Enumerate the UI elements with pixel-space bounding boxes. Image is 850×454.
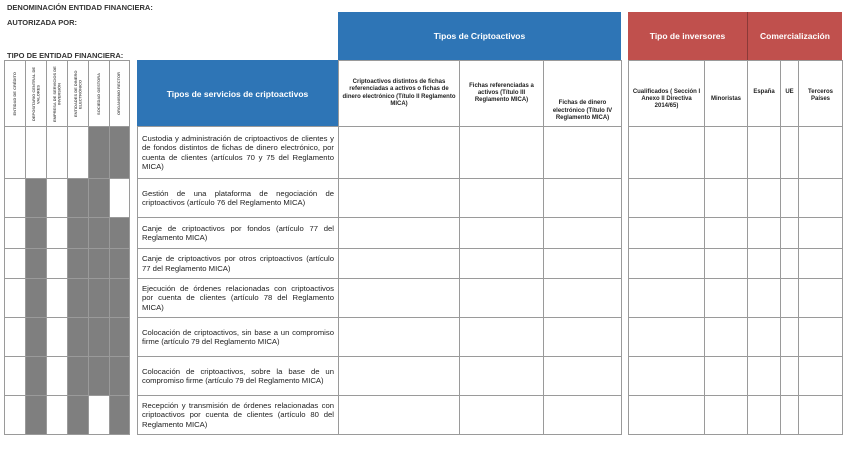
entity-cell-not-applicable (109, 356, 130, 396)
crypto-type-input-cell[interactable] (543, 356, 622, 396)
marketing-input-cell[interactable] (798, 278, 843, 318)
investor-type-column-header: Cualificados ( Sección I Anexo II Directiva 2014/65) (628, 60, 705, 127)
entity-checkbox-cell[interactable] (67, 126, 89, 179)
investor-type-input-cell[interactable] (704, 217, 748, 249)
marketing-input-cell[interactable] (780, 248, 799, 279)
entity-checkbox-cell[interactable] (46, 248, 68, 279)
investor-types-header: Tipo de inversores (628, 12, 747, 60)
entity-type-header (4, 60, 26, 127)
investor-type-input-cell[interactable] (628, 278, 705, 318)
entity-cell-not-applicable (67, 395, 89, 435)
crypto-type-input-cell[interactable] (543, 278, 622, 318)
entity-cell-not-applicable (25, 278, 47, 318)
entity-type-label: ORGANISMO RECTOR (116, 71, 122, 116)
entity-cell-not-applicable (67, 317, 89, 357)
marketing-input-cell[interactable] (798, 178, 843, 218)
crypto-type-input-cell[interactable] (338, 356, 460, 396)
entity-type-label: DEPOSITARIO CENTRAL DE VALORES (30, 66, 40, 121)
entity-checkbox-cell[interactable] (46, 356, 68, 396)
autorizada-label: AUTORIZADA POR: (7, 18, 77, 27)
entity-type-header (109, 60, 130, 127)
entity-checkbox-cell[interactable] (46, 395, 68, 435)
entity-type-label: ENTIDADES DE DINERO ELECTRÓNICO (72, 70, 82, 117)
marketing-input-cell[interactable] (780, 278, 799, 318)
investor-type-input-cell[interactable] (704, 395, 748, 435)
entity-cell-not-applicable (25, 217, 47, 249)
entity-checkbox-cell[interactable] (4, 317, 26, 357)
marketing-input-cell[interactable] (798, 317, 843, 357)
investor-type-input-cell[interactable] (704, 248, 748, 279)
entity-cell-not-applicable (88, 356, 110, 396)
marketing-input-cell[interactable] (747, 178, 781, 218)
marketing-input-cell[interactable] (780, 217, 799, 249)
investor-type-input-cell[interactable] (628, 248, 705, 279)
entity-cell-not-applicable (88, 278, 110, 318)
entity-cell-not-applicable (25, 317, 47, 357)
crypto-type-input-cell[interactable] (459, 178, 544, 218)
entity-type-header (88, 60, 110, 127)
service-row-label (137, 356, 339, 396)
service-row-label (137, 317, 339, 357)
entity-cell-not-applicable (88, 178, 110, 218)
entity-cell-not-applicable (109, 317, 130, 357)
marketing-input-cell[interactable] (780, 356, 799, 396)
service-description: Canje de criptoactivos por fondos (artículo 77 del Reglamento MICA) (142, 223, 334, 242)
crypto-type-input-cell[interactable] (459, 248, 544, 279)
service-row-label (137, 126, 339, 179)
investor-type-input-cell[interactable] (628, 126, 705, 179)
entity-cell-not-applicable (109, 126, 130, 179)
entity-cell-not-applicable (25, 395, 47, 435)
marketing-input-cell[interactable] (747, 217, 781, 249)
entity-checkbox-cell[interactable] (46, 178, 68, 218)
investor-type-input-cell[interactable] (704, 126, 748, 179)
entity-cell-not-applicable (88, 317, 110, 357)
crypto-type-input-cell[interactable] (338, 178, 460, 218)
crypto-type-column-header: Criptoactivos distintos de fichas referenciadas a activos o fichas de dinero electrónico (Título II Reglamento MICA) (338, 60, 460, 127)
marketing-input-cell[interactable] (798, 356, 843, 396)
investor-type-column-header: Minoristas (704, 60, 748, 127)
investor-type-input-cell[interactable] (704, 317, 748, 357)
crypto-type-input-cell[interactable] (338, 217, 460, 249)
services-header: Tipos de servicios de criptoactivos (137, 60, 338, 127)
marketing-column-header: Terceros Países (798, 60, 843, 127)
service-description: Colocación de criptoactivos, sin base a un compromiso firme (artículo 79 del Reglamento MICA) (142, 327, 334, 346)
investor-type-input-cell[interactable] (704, 178, 748, 218)
entity-type-header (67, 60, 89, 127)
entity-checkbox-cell[interactable] (88, 395, 110, 435)
crypto-type-column-header: Fichas de dinero electrónico (Título IV Reglamento MICA) (543, 60, 622, 127)
marketing-input-cell[interactable] (747, 248, 781, 279)
investor-type-input-cell[interactable] (628, 395, 705, 435)
marketing-column-header: España (747, 60, 781, 127)
entity-cell-not-applicable (67, 248, 89, 279)
marketing-input-cell[interactable] (780, 395, 799, 435)
investor-type-input-cell[interactable] (704, 278, 748, 318)
service-row-label (137, 395, 339, 435)
service-description: Gestión de una plataforma de negociación de criptoactivos (artículo 76 del Reglamento MICA) (142, 188, 334, 207)
entity-checkbox-cell[interactable] (46, 126, 68, 179)
denominacion-label: DENOMINACIÓN ENTIDAD FINANCIERA: (7, 3, 153, 12)
service-description: Custodia y administración de criptoactivos de clientes y de fondos distintos de fichas de dinero electrónico, por cuenta de clientes (artículos 70 y 75 del Reglamento MICA) (142, 134, 334, 171)
crypto-type-input-cell[interactable] (459, 278, 544, 318)
entity-cell-not-applicable (109, 278, 130, 318)
crypto-type-input-cell[interactable] (338, 317, 460, 357)
investor-type-input-cell[interactable] (628, 178, 705, 218)
entity-checkbox-cell[interactable] (25, 126, 47, 179)
marketing-input-cell[interactable] (798, 248, 843, 279)
marketing-input-cell[interactable] (780, 126, 799, 179)
crypto-type-input-cell[interactable] (543, 126, 622, 179)
crypto-type-input-cell[interactable] (543, 248, 622, 279)
marketing-input-cell[interactable] (747, 356, 781, 396)
investor-type-input-cell[interactable] (628, 317, 705, 357)
entity-cell-not-applicable (67, 278, 89, 318)
marketing-input-cell[interactable] (798, 126, 843, 179)
entity-checkbox-cell[interactable] (4, 126, 26, 179)
crypto-type-input-cell[interactable] (543, 395, 622, 435)
investor-type-input-cell[interactable] (628, 356, 705, 396)
entity-cell-not-applicable (67, 178, 89, 218)
entity-checkbox-cell[interactable] (46, 217, 68, 249)
entity-cell-not-applicable (25, 178, 47, 218)
marketing-input-cell[interactable] (747, 395, 781, 435)
entity-checkbox-cell[interactable] (109, 178, 130, 218)
marketing-input-cell[interactable] (747, 278, 781, 318)
entity-checkbox-cell[interactable] (4, 356, 26, 396)
service-description: Recepción y transmisión de órdenes relacionadas con criptoactivos por cuenta de clientes (artículo 80 del Reglamento MICA) (142, 401, 334, 429)
crypto-type-input-cell[interactable] (459, 395, 544, 435)
entity-cell-not-applicable (88, 217, 110, 249)
service-row-label (137, 217, 339, 249)
entity-type-label: SOCIEDAD GESTORA (95, 72, 101, 115)
marketing-input-cell[interactable] (780, 317, 799, 357)
entity-cell-not-applicable (67, 217, 89, 249)
entity-cell-not-applicable (25, 356, 47, 396)
service-row-label (137, 178, 339, 218)
marketing-header: Comercialización (747, 12, 842, 60)
service-description: Colocación de criptoactivos, sobre la base de un compromiso firme (artículo 79 del Reglamento MICA) (142, 366, 334, 385)
entity-checkbox-cell[interactable] (4, 217, 26, 249)
entity-cell-not-applicable (109, 217, 130, 249)
entity-type-label: ENTIDAD DE CRÉDITO (11, 71, 17, 116)
crypto-types-header: Tipos de Criptoactivos (338, 12, 621, 60)
marketing-column-header: UE (780, 60, 799, 127)
marketing-input-cell[interactable] (798, 395, 843, 435)
crypto-type-input-cell[interactable] (543, 217, 622, 249)
marketing-input-cell[interactable] (798, 217, 843, 249)
service-description: Ejecución de órdenes relacionadas con criptoactivos por cuenta de clientes (artículo 78 del Reglamento MICA) (142, 284, 334, 312)
entity-checkbox-cell[interactable] (4, 395, 26, 435)
crypto-type-input-cell[interactable] (338, 395, 460, 435)
entity-checkbox-cell[interactable] (46, 317, 68, 357)
crypto-type-column-header: Fichas referenciadas a activos (Título III Reglamento MICA) (459, 60, 544, 127)
service-description: Canje de criptoactivos por otros criptoactivos (artículo 77 del Reglamento MICA) (142, 254, 334, 273)
entity-type-label: EMPRESA DE SERVICIOS DE INVERSIÓN (51, 65, 61, 122)
marketing-input-cell[interactable] (747, 126, 781, 179)
entity-cell-not-applicable (25, 248, 47, 279)
entity-cell-not-applicable (109, 395, 130, 435)
crypto-type-input-cell[interactable] (459, 126, 544, 179)
entity-type-header (25, 60, 47, 127)
entity-cell-not-applicable (88, 248, 110, 279)
service-row-label (137, 248, 339, 279)
marketing-input-cell[interactable] (780, 178, 799, 218)
marketing-input-cell[interactable] (747, 317, 781, 357)
entity-cell-not-applicable (109, 248, 130, 279)
crypto-type-input-cell[interactable] (543, 317, 622, 357)
entity-checkbox-cell[interactable] (46, 278, 68, 318)
entity-checkbox-cell[interactable] (4, 278, 26, 318)
entity-cell-not-applicable (88, 126, 110, 179)
tipo-entidad-label: TIPO DE ENTIDAD FINANCIERA: (7, 51, 124, 60)
entity-checkbox-cell[interactable] (4, 178, 26, 218)
entity-cell-not-applicable (67, 356, 89, 396)
crypto-type-input-cell[interactable] (459, 217, 544, 249)
crypto-type-input-cell[interactable] (338, 248, 460, 279)
crypto-type-input-cell[interactable] (459, 317, 544, 357)
crypto-type-input-cell[interactable] (543, 178, 622, 218)
service-row-label (137, 278, 339, 318)
crypto-type-input-cell[interactable] (459, 356, 544, 396)
investor-type-input-cell[interactable] (628, 217, 705, 249)
entity-type-header (46, 60, 68, 127)
crypto-type-input-cell[interactable] (338, 278, 460, 318)
entity-checkbox-cell[interactable] (4, 248, 26, 279)
investor-type-input-cell[interactable] (704, 356, 748, 396)
crypto-type-input-cell[interactable] (338, 126, 460, 179)
